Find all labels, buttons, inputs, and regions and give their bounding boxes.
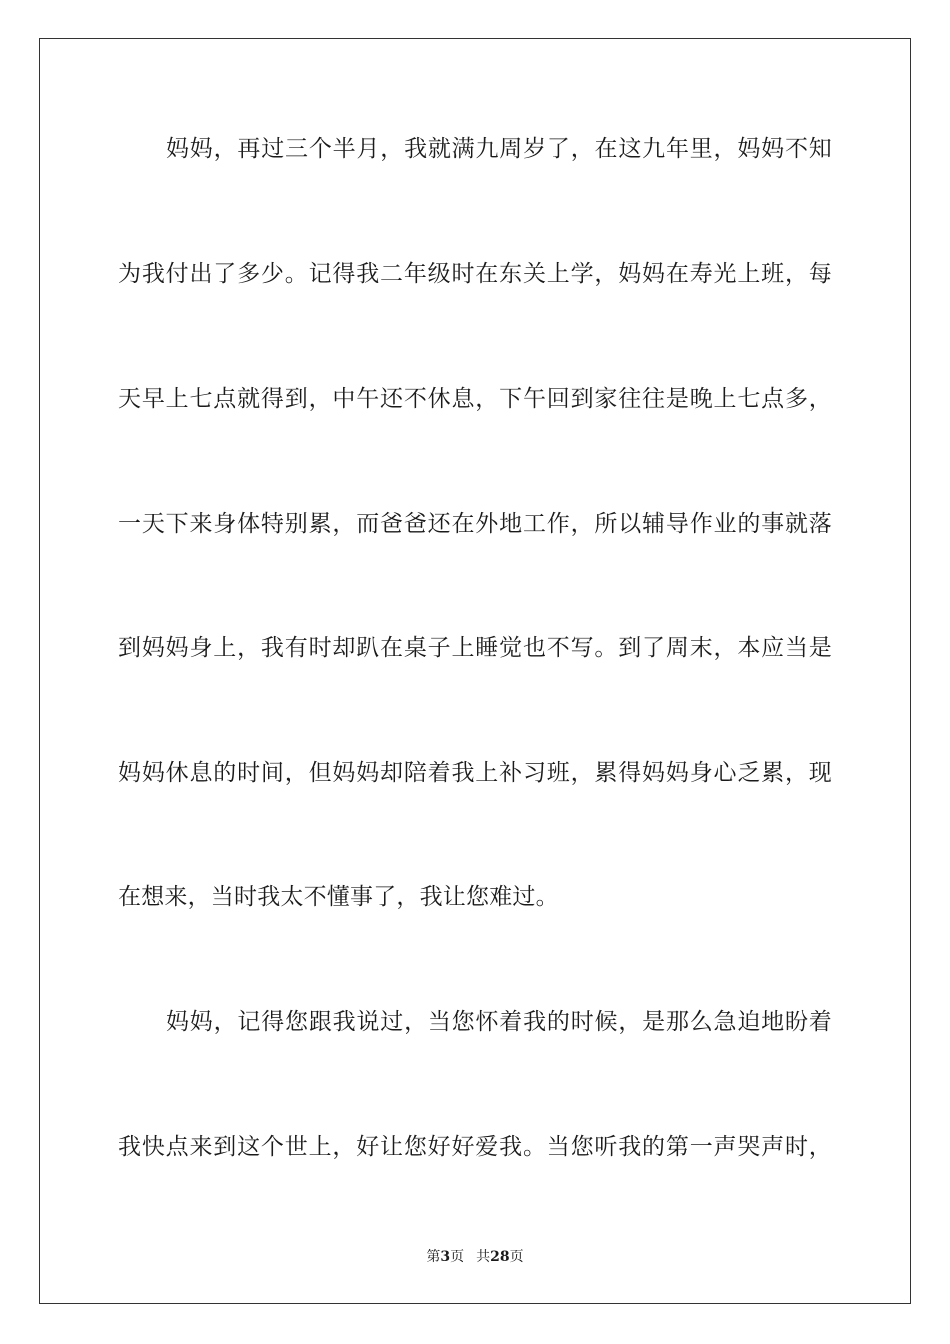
- page-frame: [39, 38, 911, 1304]
- paragraph-1-line-4: 一天下来身体特别累，而爸爸还在外地工作，所以辅导作业的事就落: [118, 511, 832, 537]
- paragraph-2-line-1: 妈妈，记得您跟我说过，当您怀着我的时候，是那么急迫地盼着: [166, 1009, 832, 1035]
- page-prefix: 第: [426, 1249, 441, 1265]
- page-number: 3: [440, 1249, 451, 1265]
- total-suffix: 页: [509, 1249, 524, 1265]
- page-footer: [0, 1248, 950, 1266]
- page-total: 28: [490, 1249, 510, 1265]
- paragraph-1-line-7: 在想来，当时我太不懂事了，我让您难过。: [118, 884, 559, 910]
- paragraph-1-line-2: 为我付出了多少。记得我二年级时在东关上学，妈妈在寿光上班，每: [118, 261, 832, 287]
- paragraph-1-line-5: 到妈妈身上，我有时却趴在桌子上睡觉也不写。到了周末，本应当是: [118, 635, 832, 661]
- total-prefix: 共: [476, 1249, 491, 1265]
- page-suffix: 页: [450, 1249, 465, 1265]
- paragraph-2-line-2: 我快点来到这个世上，好让您好好爱我。当您听我的第一声哭声时，: [118, 1134, 832, 1160]
- paragraph-1-line-1: 妈妈，再过三个半月，我就满九周岁了，在这九年里，妈妈不知: [166, 136, 832, 162]
- paragraph-1-line-6: 妈妈休息的时间，但妈妈却陪着我上补习班，累得妈妈身心乏累，现: [118, 760, 832, 786]
- paragraph-1-line-3: 天早上七点就得到，中午还不休息，下午回到家往往是晚上七点多，: [118, 386, 832, 412]
